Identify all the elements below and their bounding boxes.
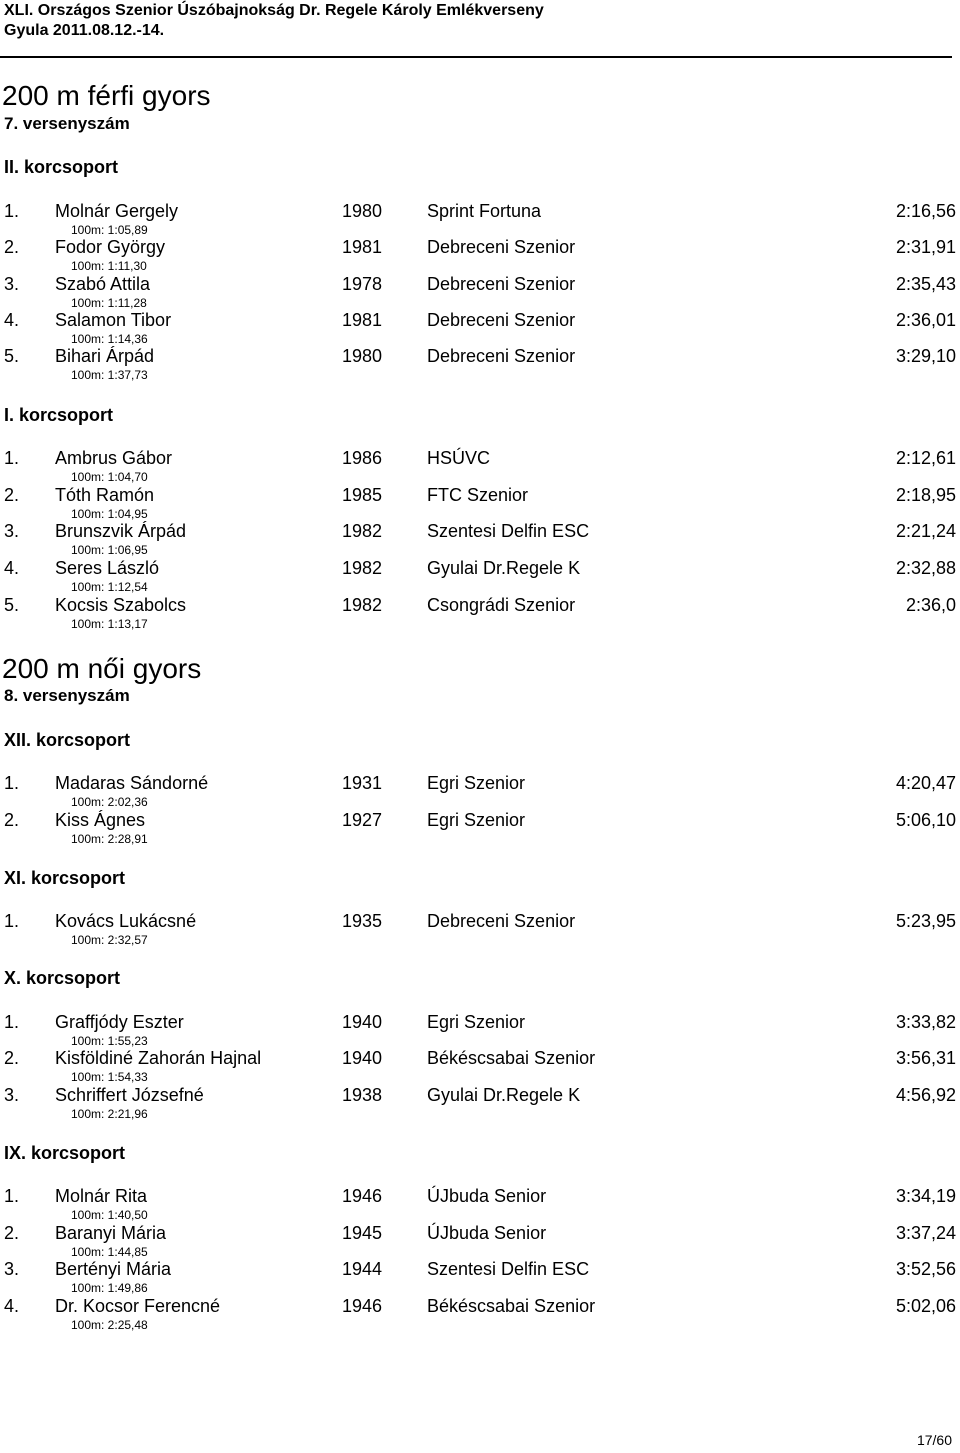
age-group-heading: I. korcsoport xyxy=(4,405,114,425)
final-time: 2:21,24 xyxy=(895,521,956,541)
result-place: 2. xyxy=(4,1048,20,1068)
birth-year: 1946 xyxy=(342,1186,383,1206)
split-time: 100m: 1:12,54 xyxy=(71,580,148,594)
result-row xyxy=(0,1012,960,1032)
swimmer-name: Molnár Gergely xyxy=(55,201,179,221)
club-name: Debreceni Szenior xyxy=(427,310,576,330)
club-name: Debreceni Szenior xyxy=(427,237,576,257)
club-name: Békéscsabai Szenior xyxy=(427,1048,596,1068)
result-row xyxy=(0,521,960,541)
result-row xyxy=(0,448,960,468)
age-group-heading: IX. korcsoport xyxy=(4,1143,126,1163)
swimmer-name: Molnár Rita xyxy=(55,1186,148,1206)
event-title: 200 m női gyors xyxy=(2,653,202,684)
result-place: 1. xyxy=(4,201,20,221)
result-place: 4. xyxy=(4,310,20,330)
birth-year: 1982 xyxy=(342,521,383,541)
result-place: 4. xyxy=(4,558,20,578)
final-time: 3:33,82 xyxy=(895,1012,956,1032)
age-group-heading: XII. korcsoport xyxy=(4,730,131,750)
birth-year: 1931 xyxy=(342,773,383,793)
club-name: Gyulai Dr.Regele K xyxy=(427,558,581,578)
birth-year: 1981 xyxy=(342,310,383,330)
club-name: Debreceni Szenior xyxy=(427,274,576,294)
event-title: 200 m férfi gyors xyxy=(2,80,211,111)
final-time: 2:18,95 xyxy=(895,485,956,505)
split-time: 100m: 1:13,17 xyxy=(71,617,148,631)
result-place: 3. xyxy=(4,1259,20,1279)
swimmer-name: Salamon Tibor xyxy=(55,310,172,330)
split-time: 100m: 1:14,36 xyxy=(71,332,148,346)
age-group-heading: XI. korcsoport xyxy=(4,868,126,888)
birth-year: 1980 xyxy=(342,346,383,366)
birth-year: 1938 xyxy=(342,1085,383,1105)
final-time: 2:12,61 xyxy=(895,448,956,468)
split-time: 100m: 1:11,28 xyxy=(71,296,147,310)
split-time: 100m: 2:21,96 xyxy=(71,1107,148,1121)
swimmer-name: Baranyi Mária xyxy=(55,1223,167,1243)
result-row xyxy=(0,346,960,366)
split-time: 100m: 2:25,48 xyxy=(71,1318,148,1332)
split-time: 100m: 1:49,86 xyxy=(71,1281,148,1295)
result-place: 2. xyxy=(4,237,20,257)
final-time: 5:02,06 xyxy=(895,1296,956,1316)
final-time: 2:35,43 xyxy=(895,274,956,294)
club-name: Sprint Fortuna xyxy=(427,201,542,221)
swimmer-name: Dr. Kocsor Ferencné xyxy=(55,1296,221,1316)
result-row xyxy=(0,274,960,294)
result-row xyxy=(0,201,960,221)
club-name: Egri Szenior xyxy=(427,1012,526,1032)
birth-year: 1986 xyxy=(342,448,383,468)
final-time: 2:16,56 xyxy=(895,201,956,221)
swimmer-name: Madaras Sándorné xyxy=(55,773,209,793)
final-time: 3:37,24 xyxy=(895,1223,956,1243)
result-place: 2. xyxy=(4,485,20,505)
club-name: Szentesi Delfin ESC xyxy=(427,1259,590,1279)
event-number: 8. versenyszám xyxy=(4,686,130,705)
split-time: 100m: 1:40,50 xyxy=(71,1208,148,1222)
split-time: 100m: 1:04,70 xyxy=(71,470,148,484)
result-place: 2. xyxy=(4,810,20,830)
age-group-heading: II. korcsoport xyxy=(4,157,119,177)
swimmer-name: Schriffert Józsefné xyxy=(55,1085,204,1105)
result-row xyxy=(0,595,960,615)
swimmer-name: Kisföldiné Zahorán Hajnal xyxy=(55,1048,262,1068)
result-place: 3. xyxy=(4,521,20,541)
birth-year: 1980 xyxy=(342,201,383,221)
split-time: 100m: 1:54,33 xyxy=(71,1070,148,1084)
final-time: 3:56,31 xyxy=(895,1048,956,1068)
birth-year: 1981 xyxy=(342,237,383,257)
club-name: ÚJbuda Senior xyxy=(427,1223,547,1243)
age-group-heading: X. korcsoport xyxy=(4,968,121,988)
result-place: 1. xyxy=(4,773,20,793)
header-divider xyxy=(0,56,952,58)
swimmer-name: Brunszvik Árpád xyxy=(55,521,187,541)
split-time: 100m: 1:06,95 xyxy=(71,543,148,557)
final-time: 2:36,0 xyxy=(905,595,956,615)
result-place: 5. xyxy=(4,595,20,615)
birth-year: 1935 xyxy=(342,911,383,931)
birth-year: 1940 xyxy=(342,1048,383,1068)
final-time: 3:52,56 xyxy=(895,1259,956,1279)
document-header-subtitle: Gyula 2011.08.12.-14. xyxy=(4,22,165,39)
result-place: 1. xyxy=(4,911,20,931)
result-place: 1. xyxy=(4,1012,20,1032)
split-time: 100m: 2:28,91 xyxy=(71,832,148,846)
swimmer-name: Tóth Ramón xyxy=(55,485,155,505)
club-name: Debreceni Szenior xyxy=(427,346,576,366)
birth-year: 1945 xyxy=(342,1223,383,1243)
result-place: 3. xyxy=(4,1085,20,1105)
final-time: 2:31,91 xyxy=(895,237,956,257)
page-number: 17/60 xyxy=(916,1432,952,1448)
final-time: 2:36,01 xyxy=(895,310,956,330)
result-row xyxy=(0,1223,960,1243)
result-row xyxy=(0,1085,960,1105)
birth-year: 1940 xyxy=(342,1012,383,1032)
result-place: 1. xyxy=(4,1186,20,1206)
birth-year: 1927 xyxy=(342,810,383,830)
club-name: Debreceni Szenior xyxy=(427,911,576,931)
birth-year: 1946 xyxy=(342,1296,383,1316)
result-row xyxy=(0,310,960,330)
result-place: 1. xyxy=(4,448,20,468)
swimmer-name: Kocsis Szabolcs xyxy=(55,595,187,615)
birth-year: 1985 xyxy=(342,485,383,505)
club-name: FTC Szenior xyxy=(427,485,529,505)
split-time: 100m: 1:05,89 xyxy=(71,223,148,237)
split-time: 100m: 1:55,23 xyxy=(71,1034,148,1048)
swimmer-name: Kiss Ágnes xyxy=(55,810,146,830)
club-name: Szentesi Delfin ESC xyxy=(427,521,590,541)
final-time: 2:32,88 xyxy=(895,558,956,578)
result-row xyxy=(0,911,960,931)
birth-year: 1978 xyxy=(342,274,383,294)
result-place: 4. xyxy=(4,1296,20,1316)
event-number: 7. versenyszám xyxy=(4,114,130,133)
swimmer-name: Bihari Árpád xyxy=(55,346,155,366)
result-row xyxy=(0,810,960,830)
final-time: 4:56,92 xyxy=(895,1085,956,1105)
result-row xyxy=(0,1296,960,1316)
club-name: HSÚVC xyxy=(427,448,491,468)
swimmer-name: Szabó Attila xyxy=(55,274,151,294)
swimmer-name: Bertényi Mária xyxy=(55,1259,172,1279)
final-time: 3:29,10 xyxy=(895,346,956,366)
split-time: 100m: 1:44,85 xyxy=(71,1245,148,1259)
birth-year: 1982 xyxy=(342,595,383,615)
final-time: 4:20,47 xyxy=(895,773,956,793)
result-row xyxy=(0,1186,960,1206)
result-row xyxy=(0,1048,960,1068)
swimmer-name: Graffjódy Eszter xyxy=(55,1012,184,1032)
split-time: 100m: 1:11,30 xyxy=(71,259,147,273)
birth-year: 1944 xyxy=(342,1259,383,1279)
swimmer-name: Fodor György xyxy=(55,237,166,257)
club-name: ÚJbuda Senior xyxy=(427,1186,547,1206)
swimmer-name: Kovács Lukácsné xyxy=(55,911,197,931)
final-time: 5:23,95 xyxy=(895,911,956,931)
result-row xyxy=(0,485,960,505)
swimmer-name: Ambrus Gábor xyxy=(55,448,173,468)
club-name: Gyulai Dr.Regele K xyxy=(427,1085,581,1105)
split-time: 100m: 1:04,95 xyxy=(71,507,148,521)
club-name: Egri Szenior xyxy=(427,810,526,830)
split-time: 100m: 2:02,36 xyxy=(71,795,148,809)
split-time: 100m: 2:32,57 xyxy=(71,933,148,947)
result-place: 5. xyxy=(4,346,20,366)
result-row xyxy=(0,237,960,257)
result-row xyxy=(0,773,960,793)
swimmer-name: Seres László xyxy=(55,558,160,578)
document-header-title: XLI. Országos Szenior Úszóbajnokság Dr. Regele Károly Emlékverseny xyxy=(4,2,544,19)
result-row xyxy=(0,558,960,578)
club-name: Békéscsabai Szenior xyxy=(427,1296,596,1316)
result-place: 2. xyxy=(4,1223,20,1243)
result-place: 3. xyxy=(4,274,20,294)
club-name: Egri Szenior xyxy=(427,773,526,793)
club-name: Csongrádi Szenior xyxy=(427,595,576,615)
final-time: 3:34,19 xyxy=(895,1186,956,1206)
birth-year: 1982 xyxy=(342,558,383,578)
split-time: 100m: 1:37,73 xyxy=(71,368,148,382)
final-time: 5:06,10 xyxy=(895,810,956,830)
result-row xyxy=(0,1259,960,1279)
